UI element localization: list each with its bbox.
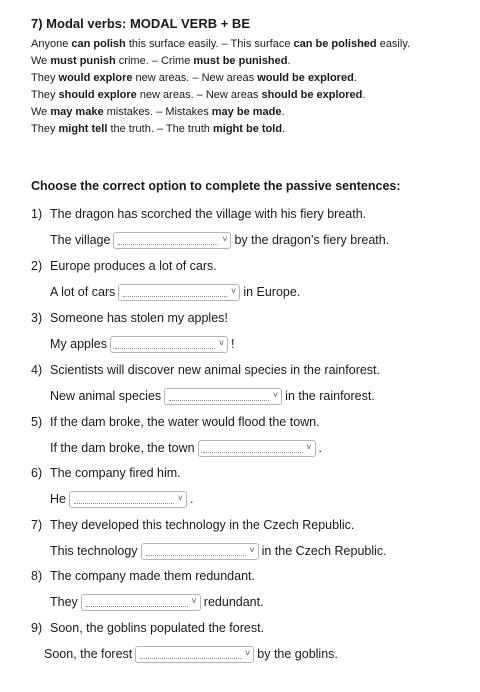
question-text: The company made them redundant. <box>50 569 255 583</box>
example-text: . <box>362 89 366 101</box>
example-bold-text: would explore <box>58 72 133 84</box>
answer-suffix: in Europe. <box>243 285 301 299</box>
question-sentence <box>31 518 354 533</box>
question-sentence <box>31 207 366 222</box>
dropdown-placeholder-dots <box>115 348 215 349</box>
question-text: The dragon has scorched the village with his fiery breath. <box>50 207 367 221</box>
answer-dropdown[interactable] <box>118 284 240 301</box>
answer-dropdown[interactable] <box>135 646 254 663</box>
answer-dropdown[interactable] <box>81 594 201 611</box>
answer-prefix: Soon, the forest <box>44 647 133 661</box>
question-number: 1) <box>31 207 43 221</box>
question-number: 7) <box>31 518 43 532</box>
question-number: 4) <box>31 363 43 377</box>
example-text: . <box>353 72 357 84</box>
question-sentence <box>31 569 255 584</box>
example-text: the truth. – The truth <box>107 123 213 135</box>
example-text: We <box>31 106 51 118</box>
example-bold-text: can be polished <box>293 38 377 50</box>
chevron-down-icon: ˅ <box>231 285 237 296</box>
example-bold-text: can polish <box>71 38 126 50</box>
question-number: 9) <box>31 621 43 635</box>
answer-suffix: by the dragon’s fiery breath. <box>234 233 390 247</box>
chevron-down-icon: ˅ <box>306 441 312 452</box>
answer-prefix: They <box>50 595 78 609</box>
chevron-down-icon: ˅ <box>222 233 228 244</box>
answer-suffix: ! <box>230 337 235 351</box>
example-text: new areas. – New areas <box>136 89 262 101</box>
question-sentence <box>31 466 181 481</box>
example-sentence <box>31 106 285 119</box>
example-sentence <box>31 38 410 51</box>
example-bold-text: might tell <box>58 123 108 135</box>
example-bold-text: may make <box>50 106 104 118</box>
dropdown-placeholder-dots <box>169 400 269 401</box>
example-text: crime. – Crime <box>115 55 194 67</box>
example-bold-text: should explore <box>58 89 137 101</box>
example-bold-text: would be explored <box>257 72 354 84</box>
example-sentence <box>31 123 285 136</box>
example-text: . <box>281 106 285 118</box>
answer-suffix: . <box>189 492 194 506</box>
answer-prefix: My apples <box>50 337 107 351</box>
chevron-down-icon: ˅ <box>245 647 251 658</box>
question-text: Someone has stolen my apples! <box>50 311 228 325</box>
question-number: 5) <box>31 415 43 429</box>
example-bold-text: should be explored <box>261 89 363 101</box>
section-title: 7) Modal verbs: MODAL VERB + BE <box>31 16 250 31</box>
example-text: new areas. – New areas <box>132 72 258 84</box>
dropdown-placeholder-dots <box>123 296 227 297</box>
answer-suffix: in the Czech Republic. <box>261 544 387 558</box>
example-bold-text: may be made <box>211 106 282 118</box>
question-sentence <box>31 363 380 378</box>
answer-dropdown[interactable] <box>110 336 228 353</box>
answer-line <box>50 490 193 508</box>
answer-line <box>44 645 338 663</box>
example-sentence <box>31 89 365 102</box>
answer-suffix: redundant. <box>203 595 264 609</box>
answer-prefix: If the dam broke, the town <box>50 441 195 455</box>
answer-prefix: The village <box>50 233 111 247</box>
answer-dropdown[interactable] <box>164 388 282 405</box>
example-bold-text: might be told <box>213 123 283 135</box>
question-text: Soon, the goblins populated the forest. <box>50 621 265 635</box>
answer-line <box>50 387 375 405</box>
dropdown-placeholder-dots <box>86 606 188 607</box>
chevron-down-icon: ˅ <box>249 544 255 555</box>
question-text: The company fired him. <box>50 466 181 480</box>
question-number: 3) <box>31 311 43 325</box>
answer-line <box>50 335 234 353</box>
instruction-heading: Choose the correct option to complete the passive sentences: <box>31 179 401 193</box>
answer-prefix: This technology <box>50 544 138 558</box>
dropdown-placeholder-dots <box>146 555 246 556</box>
dropdown-placeholder-dots <box>118 244 218 245</box>
answer-suffix: by the goblins. <box>257 647 338 661</box>
question-sentence <box>31 621 264 636</box>
example-text: . <box>282 123 286 135</box>
chevron-down-icon: ˅ <box>177 492 183 503</box>
example-text: We <box>31 55 51 67</box>
answer-line <box>50 593 264 611</box>
example-bold-text: must punish <box>50 55 116 67</box>
example-text: easily. <box>376 38 411 50</box>
answer-prefix: He <box>50 492 66 506</box>
question-text: If the dam broke, the water would flood the town. <box>50 415 320 429</box>
question-sentence <box>31 415 320 430</box>
question-text: They developed this technology in the Czech Republic. <box>50 518 355 532</box>
chevron-down-icon: ˅ <box>272 389 279 400</box>
example-text: this surface easily. – This surface <box>125 38 294 50</box>
question-text: Scientists will discover new animal species in the rainforest. <box>50 363 380 377</box>
example-bold-text: must be punished <box>193 55 288 67</box>
answer-dropdown[interactable] <box>141 543 259 560</box>
example-text: They <box>31 89 59 101</box>
dropdown-placeholder-dots <box>140 658 241 659</box>
example-text: Anyone <box>31 38 72 50</box>
answer-dropdown[interactable] <box>69 491 187 508</box>
question-number: 2) <box>31 259 43 273</box>
answer-prefix: A lot of cars <box>50 285 116 299</box>
answer-line <box>50 542 387 560</box>
chevron-down-icon: ˅ <box>191 595 197 606</box>
example-text: . <box>287 55 291 67</box>
example-sentence <box>31 72 357 85</box>
example-text: mistakes. – Mistakes <box>103 106 212 118</box>
answer-line <box>50 231 389 249</box>
answer-dropdown[interactable] <box>198 440 316 457</box>
question-sentence <box>31 259 217 274</box>
question-sentence <box>31 311 228 326</box>
answer-prefix: New animal species <box>50 389 162 403</box>
example-text: They <box>31 123 59 135</box>
answer-line <box>50 439 322 457</box>
example-sentence <box>31 55 291 68</box>
answer-line <box>50 283 300 301</box>
example-text: They <box>31 72 59 84</box>
answer-suffix: . <box>318 441 323 455</box>
dropdown-placeholder-dots <box>203 452 303 453</box>
question-number: 6) <box>31 466 43 480</box>
answer-dropdown[interactable] <box>113 232 231 249</box>
dropdown-placeholder-dots <box>74 503 174 504</box>
question-text: Europe produces a lot of cars. <box>50 259 217 273</box>
question-number: 8) <box>31 569 43 583</box>
answer-suffix: in the rainforest. <box>285 389 375 403</box>
chevron-down-icon: ˅ <box>218 337 224 348</box>
